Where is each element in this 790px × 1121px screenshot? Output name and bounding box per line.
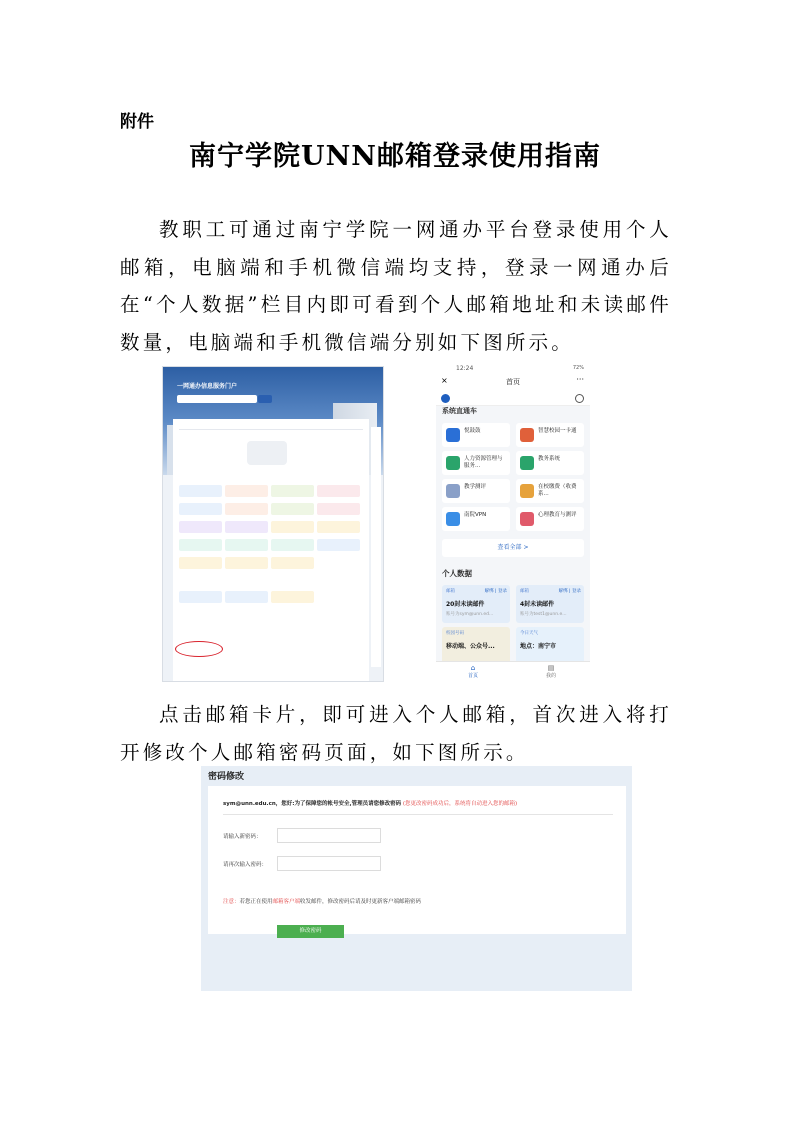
portal-sidebar bbox=[371, 427, 381, 667]
card-value: 地点：南宁市 bbox=[520, 643, 557, 650]
mobile-page-title: 首页 bbox=[506, 378, 520, 386]
service-tile[interactable] bbox=[271, 521, 314, 533]
document-title: 南宁学院UNN邮箱登录使用指南 bbox=[189, 141, 601, 172]
app-tile[interactable] bbox=[516, 451, 584, 475]
service-tile[interactable] bbox=[179, 539, 222, 551]
service-tile[interactable] bbox=[317, 521, 360, 533]
portal-search-button[interactable] bbox=[258, 395, 272, 403]
portal-title: 一网通办信息服务门户 bbox=[177, 383, 238, 390]
app-label: 智慧校园一卡通 bbox=[538, 428, 577, 434]
welcome-message bbox=[223, 799, 517, 807]
app-icon bbox=[520, 512, 534, 526]
mobile-wechat-screenshot bbox=[436, 363, 590, 681]
confirm-password-input[interactable] bbox=[277, 856, 381, 871]
tab-mine-label: 我的 bbox=[545, 673, 556, 679]
personal-data-card[interactable] bbox=[516, 585, 584, 623]
password-page-header: 密码修改 bbox=[208, 772, 245, 782]
service-tile[interactable] bbox=[317, 539, 360, 551]
mobile-topbar bbox=[436, 373, 590, 391]
card-sub: 账号为test1@unn.e... bbox=[520, 612, 567, 617]
service-tile[interactable] bbox=[317, 503, 360, 515]
home-icon: ⌂ bbox=[470, 664, 476, 672]
app-label: 人力资源管理与服务... bbox=[464, 456, 503, 469]
password-change-screenshot bbox=[201, 766, 632, 991]
card-links[interactable]: 解绑 | 登录 bbox=[484, 589, 507, 594]
more-icon[interactable]: ··· bbox=[576, 375, 584, 384]
service-tile[interactable] bbox=[179, 521, 222, 533]
app-icon bbox=[446, 428, 460, 442]
service-tile[interactable] bbox=[225, 521, 268, 533]
service-tile[interactable] bbox=[225, 503, 268, 515]
section-title: 系统直通车 bbox=[442, 407, 477, 415]
divider bbox=[223, 814, 613, 815]
personal-data-title: 个人数据 bbox=[442, 569, 472, 578]
service-tile[interactable] bbox=[225, 485, 268, 497]
service-tile[interactable] bbox=[225, 557, 268, 569]
app-icon bbox=[446, 484, 460, 498]
empty-illustration bbox=[247, 441, 287, 465]
service-tile[interactable] bbox=[179, 557, 222, 569]
portal-main-panel bbox=[173, 419, 369, 681]
tab-home-label: 首页 bbox=[467, 673, 478, 679]
app-tile[interactable] bbox=[442, 507, 510, 531]
card-label: 校园号码 bbox=[446, 631, 464, 636]
welcome-hint: (您更改密码成功后，系统将自动进入您的邮箱) bbox=[402, 801, 518, 807]
card-value: 4封未读邮件 bbox=[520, 601, 555, 608]
app-icon bbox=[520, 456, 534, 470]
app-icon bbox=[446, 512, 460, 526]
app-tile[interactable] bbox=[516, 507, 584, 531]
battery-level: 72% bbox=[572, 365, 584, 371]
card-label: 邮箱 bbox=[520, 589, 529, 594]
data-card[interactable] bbox=[271, 591, 314, 603]
note-client: 邮箱客户端 bbox=[272, 899, 301, 905]
mobile-tabbar bbox=[436, 661, 590, 681]
welcome-text: ，您好:为了保障您的帐号安全,管理员请您修改密码 bbox=[275, 801, 402, 807]
note-text-1: 若您正在使用 bbox=[239, 899, 273, 905]
tab-home[interactable] bbox=[458, 664, 488, 679]
paragraph-intro: 教职工可通过南宁学院一网通办平台登录使用个人邮箱，电脑端和手机微信端均支持，登录一网通办后在“个人数据”栏目内即可看到个人邮箱地址和未读邮件数量，电脑端和手机微信端分别如下图所示。 bbox=[120, 218, 672, 354]
service-tile[interactable] bbox=[317, 485, 360, 497]
service-tile[interactable] bbox=[271, 539, 314, 551]
paragraph-instruction: 点击邮箱卡片，即可进入个人邮箱，首次进入将打开修改个人邮箱密码页面，如下图所示。 bbox=[120, 703, 672, 764]
portal-search-input[interactable] bbox=[177, 395, 257, 403]
personal-data-card[interactable] bbox=[442, 585, 510, 623]
tab-mine[interactable] bbox=[536, 664, 566, 679]
service-tile[interactable] bbox=[271, 485, 314, 497]
portal-tabs[interactable] bbox=[179, 423, 363, 430]
app-label: 南院VPN bbox=[464, 512, 487, 518]
service-tile[interactable] bbox=[271, 503, 314, 515]
app-tile[interactable] bbox=[516, 423, 584, 447]
user-icon[interactable] bbox=[575, 394, 584, 403]
app-label: 心理教育与测评 bbox=[538, 512, 577, 518]
app-tile[interactable] bbox=[442, 451, 510, 475]
password-form bbox=[208, 786, 626, 934]
service-tile[interactable] bbox=[225, 539, 268, 551]
app-tile[interactable] bbox=[442, 479, 510, 503]
email-card-highlight bbox=[175, 641, 223, 657]
card-links[interactable]: 解绑 | 登录 bbox=[558, 589, 581, 594]
phone-status-bar bbox=[436, 363, 590, 373]
new-password-input[interactable] bbox=[277, 828, 381, 843]
app-tile[interactable] bbox=[516, 479, 584, 503]
service-tile[interactable] bbox=[179, 485, 222, 497]
card-value: 移动端、公众号... bbox=[446, 643, 495, 650]
app-label: 悦鼓鼓 bbox=[464, 428, 481, 434]
attachment-label: 附件 bbox=[120, 112, 154, 132]
app-icon bbox=[520, 428, 534, 442]
app-label: 教务系统 bbox=[538, 456, 561, 462]
card-label: 邮箱 bbox=[446, 589, 455, 594]
email-card[interactable] bbox=[179, 591, 222, 603]
password-note bbox=[223, 897, 421, 905]
view-all-link[interactable]: 查看全部 > bbox=[442, 539, 584, 557]
personal-data-card[interactable] bbox=[442, 627, 510, 665]
app-icon bbox=[446, 456, 460, 470]
data-card[interactable] bbox=[225, 591, 268, 603]
app-tile[interactable] bbox=[442, 423, 510, 447]
school-logo-icon bbox=[441, 394, 450, 403]
service-tile[interactable] bbox=[179, 503, 222, 515]
card-sub: 账号为sym@unn.ed... bbox=[446, 612, 494, 617]
personal-data-card[interactable] bbox=[516, 627, 584, 665]
desktop-portal-screenshot bbox=[162, 366, 384, 682]
close-icon[interactable]: × bbox=[441, 376, 448, 385]
status-time: 12:24 bbox=[456, 365, 474, 372]
card-label: 今日天气 bbox=[520, 631, 538, 636]
change-password-button[interactable]: 修改密码 bbox=[277, 925, 344, 938]
mobile-app-bar bbox=[436, 391, 590, 406]
app-label: 教学测评 bbox=[464, 484, 487, 490]
card-value: 20封未读邮件 bbox=[446, 601, 485, 608]
account-address: sym@unn.edu.cn bbox=[223, 801, 276, 807]
app-icon bbox=[520, 484, 534, 498]
note-text-2: 收发邮件，修改密码后请及时更新客户端邮箱密码 bbox=[300, 899, 422, 905]
service-tile[interactable] bbox=[271, 557, 314, 569]
note-prefix: 注意： bbox=[223, 899, 240, 905]
list-icon: ▤ bbox=[547, 664, 555, 672]
app-label: 在校缴费（收费系... bbox=[538, 484, 577, 497]
new-password-label: 请输入新密码： bbox=[223, 834, 262, 840]
confirm-password-label: 请再次输入密码： bbox=[223, 862, 268, 868]
